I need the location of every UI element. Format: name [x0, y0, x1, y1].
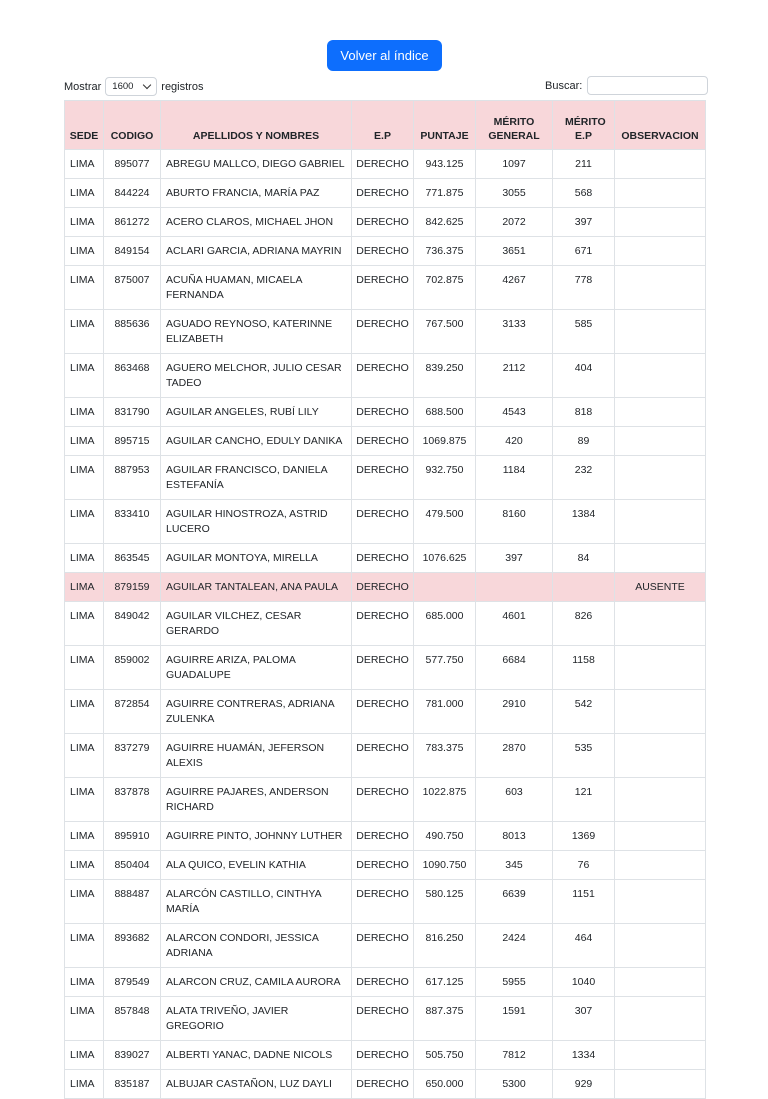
cell-puntaje: 685.000 — [414, 602, 476, 646]
cell-merito-general: 2870 — [476, 734, 553, 778]
cell-observacion — [615, 237, 706, 266]
results-table — [64, 100, 706, 1099]
cell-observacion — [615, 150, 706, 179]
cell-merito-ep: 1158 — [553, 646, 615, 690]
cell-merito-general: 1591 — [476, 997, 553, 1041]
cell-merito-general: 345 — [476, 851, 553, 880]
cell-ep: DERECHO — [352, 354, 414, 398]
cell-puntaje: 767.500 — [414, 310, 476, 354]
cell-merito-ep: 464 — [553, 924, 615, 968]
top-bar — [0, 0, 768, 72]
cell-codigo: 850404 — [104, 851, 161, 880]
cell-observacion — [615, 500, 706, 544]
cell-puntaje: 577.750 — [414, 646, 476, 690]
cell-puntaje: 1090.750 — [414, 851, 476, 880]
table-body — [65, 150, 706, 1099]
cell-puntaje: 887.375 — [414, 997, 476, 1041]
cell-ep: DERECHO — [352, 1070, 414, 1099]
cell-observacion — [615, 924, 706, 968]
cell-codigo: 844224 — [104, 179, 161, 208]
cell-codigo: 879549 — [104, 968, 161, 997]
cell-observacion — [615, 880, 706, 924]
table-row — [65, 150, 706, 179]
chevron-down-icon — [143, 81, 151, 89]
cell-nombres: ALA QUICO, EVELIN KATHIA — [161, 851, 352, 880]
table-row — [65, 851, 706, 880]
cell-merito-ep: 1369 — [553, 822, 615, 851]
cell-puntaje: 1069.875 — [414, 427, 476, 456]
cell-merito-general: 4543 — [476, 398, 553, 427]
cell-observacion — [615, 179, 706, 208]
page-length-value: 1600 — [112, 81, 134, 92]
search-input[interactable] — [587, 76, 708, 95]
cell-ep: DERECHO — [352, 573, 414, 602]
cell-nombres: AGUADO REYNOSO, KATERINNE ELIZABETH — [161, 310, 352, 354]
cell-puntaje: 943.125 — [414, 150, 476, 179]
cell-observacion — [615, 778, 706, 822]
cell-sede: LIMA — [65, 354, 104, 398]
cell-observacion — [615, 1070, 706, 1099]
cell-observacion — [615, 208, 706, 237]
table-row — [65, 646, 706, 690]
cell-codigo: 895910 — [104, 822, 161, 851]
cell-merito-general: 603 — [476, 778, 553, 822]
cell-puntaje: 479.500 — [414, 500, 476, 544]
cell-sede: LIMA — [65, 310, 104, 354]
cell-sede: LIMA — [65, 500, 104, 544]
cell-observacion — [615, 266, 706, 310]
cell-codigo: 849154 — [104, 237, 161, 266]
cell-puntaje: 580.125 — [414, 880, 476, 924]
cell-nombres: ALARCON CRUZ, CAMILA AURORA — [161, 968, 352, 997]
cell-observacion — [615, 354, 706, 398]
cell-codigo: 879159 — [104, 573, 161, 602]
cell-merito-general: 1184 — [476, 456, 553, 500]
cell-nombres: ALATA TRIVEÑO, JAVIER GREGORIO — [161, 997, 352, 1041]
cell-codigo: 863545 — [104, 544, 161, 573]
cell-ep: DERECHO — [352, 1041, 414, 1070]
cell-codigo: 849042 — [104, 602, 161, 646]
cell-puntaje: 842.625 — [414, 208, 476, 237]
cell-puntaje: 736.375 — [414, 237, 476, 266]
cell-nombres: ALBUJAR CASTAÑON, LUZ DAYLI — [161, 1070, 352, 1099]
cell-nombres: AGUIRRE HUAMÁN, JEFERSON ALEXIS — [161, 734, 352, 778]
table-row — [65, 208, 706, 237]
cell-sede: LIMA — [65, 544, 104, 573]
table-row — [65, 1041, 706, 1070]
cell-nombres: AGUIRRE CONTRERAS, ADRIANA ZULENKA — [161, 690, 352, 734]
cell-merito-general: 8160 — [476, 500, 553, 544]
table-row — [65, 924, 706, 968]
cell-codigo: 835187 — [104, 1070, 161, 1099]
cell-sede: LIMA — [65, 150, 104, 179]
cell-merito-general: 2112 — [476, 354, 553, 398]
cell-nombres: AGUIRRE PAJARES, ANDERSON RICHARD — [161, 778, 352, 822]
cell-ep: DERECHO — [352, 734, 414, 778]
cell-merito-ep: 76 — [553, 851, 615, 880]
cell-merito-ep: 232 — [553, 456, 615, 500]
cell-puntaje: 932.750 — [414, 456, 476, 500]
table-row — [65, 237, 706, 266]
cell-merito-general: 2910 — [476, 690, 553, 734]
cell-sede: LIMA — [65, 690, 104, 734]
cell-merito-ep — [553, 573, 615, 602]
cell-puntaje — [414, 573, 476, 602]
cell-ep: DERECHO — [352, 602, 414, 646]
cell-merito-ep: 84 — [553, 544, 615, 573]
cell-ep: DERECHO — [352, 822, 414, 851]
cell-observacion — [615, 968, 706, 997]
table-row — [65, 500, 706, 544]
cell-nombres: AGUILAR CANCHO, EDULY DANIKA — [161, 427, 352, 456]
cell-puntaje: 816.250 — [414, 924, 476, 968]
cell-sede: LIMA — [65, 997, 104, 1041]
cell-merito-ep: 397 — [553, 208, 615, 237]
cell-codigo: 885636 — [104, 310, 161, 354]
cell-observacion — [615, 997, 706, 1041]
column-header-merito-general[interactable]: MÉRITO GENERAL — [476, 101, 553, 150]
cell-observacion: AUSENTE — [615, 573, 706, 602]
cell-codigo: 859002 — [104, 646, 161, 690]
cell-sede: LIMA — [65, 266, 104, 310]
table-row — [65, 427, 706, 456]
cell-sede: LIMA — [65, 851, 104, 880]
cell-observacion — [615, 398, 706, 427]
cell-ep: DERECHO — [352, 544, 414, 573]
cell-merito-general: 7812 — [476, 1041, 553, 1070]
cell-puntaje: 839.250 — [414, 354, 476, 398]
cell-codigo: 837878 — [104, 778, 161, 822]
table-header-row — [65, 101, 706, 150]
cell-merito-general: 1097 — [476, 150, 553, 179]
cell-merito-ep: 671 — [553, 237, 615, 266]
cell-ep: DERECHO — [352, 968, 414, 997]
cell-puntaje: 781.000 — [414, 690, 476, 734]
cell-sede: LIMA — [65, 456, 104, 500]
cell-nombres: AGUILAR VILCHEZ, CESAR GERARDO — [161, 602, 352, 646]
cell-sede: LIMA — [65, 778, 104, 822]
cell-ep: DERECHO — [352, 500, 414, 544]
cell-codigo: 893682 — [104, 924, 161, 968]
table-row — [65, 310, 706, 354]
cell-nombres: AGUILAR HINOSTROZA, ASTRID LUCERO — [161, 500, 352, 544]
cell-merito-general: 4267 — [476, 266, 553, 310]
cell-sede: LIMA — [65, 208, 104, 237]
cell-puntaje: 771.875 — [414, 179, 476, 208]
cell-ep: DERECHO — [352, 997, 414, 1041]
page-length-select[interactable] — [105, 77, 157, 96]
cell-sede: LIMA — [65, 822, 104, 851]
cell-sede: LIMA — [65, 734, 104, 778]
cell-codigo: 875007 — [104, 266, 161, 310]
table-row — [65, 880, 706, 924]
cell-merito-general: 8013 — [476, 822, 553, 851]
cell-merito-ep: 929 — [553, 1070, 615, 1099]
cell-observacion — [615, 851, 706, 880]
cell-merito-ep: 1040 — [553, 968, 615, 997]
cell-sede: LIMA — [65, 880, 104, 924]
cell-codigo: 839027 — [104, 1041, 161, 1070]
cell-ep: DERECHO — [352, 851, 414, 880]
table-row — [65, 354, 706, 398]
table-row — [65, 456, 706, 500]
cell-observacion — [615, 602, 706, 646]
cell-ep: DERECHO — [352, 456, 414, 500]
cell-merito-ep: 535 — [553, 734, 615, 778]
cell-sede: LIMA — [65, 924, 104, 968]
cell-puntaje: 702.875 — [414, 266, 476, 310]
cell-merito-ep: 307 — [553, 997, 615, 1041]
cell-merito-ep: 1384 — [553, 500, 615, 544]
records-label: registros — [161, 80, 204, 93]
cell-merito-general: 6684 — [476, 646, 553, 690]
cell-ep: DERECHO — [352, 427, 414, 456]
cell-codigo: 895715 — [104, 427, 161, 456]
cell-observacion — [615, 646, 706, 690]
cell-nombres: ABURTO FRANCIA, MARÍA PAZ — [161, 179, 352, 208]
table-row — [65, 734, 706, 778]
cell-codigo: 895077 — [104, 150, 161, 179]
table-row — [65, 690, 706, 734]
cell-merito-ep: 585 — [553, 310, 615, 354]
cell-observacion — [615, 822, 706, 851]
cell-merito-general: 6639 — [476, 880, 553, 924]
cell-nombres: AGUILAR FRANCISCO, DANIELA ESTEFANÍA — [161, 456, 352, 500]
cell-nombres: AGUILAR TANTALEAN, ANA PAULA — [161, 573, 352, 602]
cell-merito-ep: 542 — [553, 690, 615, 734]
cell-observacion — [615, 734, 706, 778]
cell-codigo: 887953 — [104, 456, 161, 500]
cell-ep: DERECHO — [352, 778, 414, 822]
cell-ep: DERECHO — [352, 880, 414, 924]
table-row — [65, 968, 706, 997]
column-header-codigo[interactable]: CODIGO — [104, 101, 161, 150]
column-header-puntaje[interactable]: PUNTAJE — [414, 101, 476, 150]
cell-merito-general: 420 — [476, 427, 553, 456]
cell-puntaje: 650.000 — [414, 1070, 476, 1099]
cell-sede: LIMA — [65, 573, 104, 602]
cell-sede: LIMA — [65, 179, 104, 208]
table-row — [65, 544, 706, 573]
search-control — [545, 76, 708, 95]
cell-observacion — [615, 456, 706, 500]
cell-codigo: 888487 — [104, 880, 161, 924]
table-row — [65, 398, 706, 427]
cell-codigo: 837279 — [104, 734, 161, 778]
cell-puntaje: 783.375 — [414, 734, 476, 778]
cell-codigo: 831790 — [104, 398, 161, 427]
cell-merito-ep: 778 — [553, 266, 615, 310]
cell-nombres: ACERO CLAROS, MICHAEL JHON — [161, 208, 352, 237]
cell-ep: DERECHO — [352, 690, 414, 734]
cell-sede: LIMA — [65, 1070, 104, 1099]
cell-merito-ep: 89 — [553, 427, 615, 456]
cell-nombres: ALARCÓN CASTILLO, CINTHYA MARÍA — [161, 880, 352, 924]
table-row — [65, 266, 706, 310]
back-to-index-button[interactable]: Volver al índice — [327, 40, 442, 71]
cell-puntaje: 688.500 — [414, 398, 476, 427]
cell-puntaje: 1022.875 — [414, 778, 476, 822]
cell-merito-ep: 404 — [553, 354, 615, 398]
cell-puntaje: 1076.625 — [414, 544, 476, 573]
cell-merito-general: 2072 — [476, 208, 553, 237]
cell-ep: DERECHO — [352, 208, 414, 237]
cell-ep: DERECHO — [352, 310, 414, 354]
cell-nombres: ACLARI GARCIA, ADRIANA MAYRIN — [161, 237, 352, 266]
cell-observacion — [615, 544, 706, 573]
page-length-control — [64, 77, 203, 96]
table-row — [65, 1070, 706, 1099]
column-header-sede[interactable]: SEDE — [65, 101, 104, 150]
cell-nombres: ABREGU MALLCO, DIEGO GABRIEL — [161, 150, 352, 179]
cell-puntaje: 490.750 — [414, 822, 476, 851]
cell-sede: LIMA — [65, 602, 104, 646]
cell-merito-general — [476, 573, 553, 602]
cell-ep: DERECHO — [352, 924, 414, 968]
cell-merito-general: 3651 — [476, 237, 553, 266]
cell-sede: LIMA — [65, 968, 104, 997]
cell-nombres: ALBERTI YANAC, DADNE NICOLS — [161, 1041, 352, 1070]
cell-merito-general: 3055 — [476, 179, 553, 208]
table-row — [65, 997, 706, 1041]
cell-ep: DERECHO — [352, 266, 414, 310]
cell-codigo: 863468 — [104, 354, 161, 398]
cell-sede: LIMA — [65, 427, 104, 456]
cell-merito-general: 397 — [476, 544, 553, 573]
cell-merito-ep: 568 — [553, 179, 615, 208]
search-label: Buscar: — [545, 79, 583, 92]
cell-codigo: 833410 — [104, 500, 161, 544]
table-row — [65, 179, 706, 208]
cell-codigo: 872854 — [104, 690, 161, 734]
cell-codigo: 861272 — [104, 208, 161, 237]
cell-observacion — [615, 690, 706, 734]
cell-nombres: AGUERO MELCHOR, JULIO CESAR TADEO — [161, 354, 352, 398]
cell-nombres: ACUÑA HUAMAN, MICAELA FERNANDA — [161, 266, 352, 310]
cell-nombres: AGUILAR ANGELES, RUBÍ LILY — [161, 398, 352, 427]
column-header-observacion[interactable]: OBSERVACION — [615, 101, 706, 150]
cell-nombres: AGUIRRE PINTO, JOHNNY LUTHER — [161, 822, 352, 851]
show-label: Mostrar — [64, 80, 102, 93]
cell-nombres: AGUIRRE ARIZA, PALOMA GUADALUPE — [161, 646, 352, 690]
cell-merito-ep: 826 — [553, 602, 615, 646]
table-row — [65, 602, 706, 646]
cell-merito-general: 5955 — [476, 968, 553, 997]
cell-sede: LIMA — [65, 398, 104, 427]
cell-merito-general: 4601 — [476, 602, 553, 646]
cell-merito-general: 5300 — [476, 1070, 553, 1099]
cell-nombres: ALARCON CONDORI, JESSICA ADRIANA — [161, 924, 352, 968]
cell-merito-general: 2424 — [476, 924, 553, 968]
cell-ep: DERECHO — [352, 150, 414, 179]
cell-sede: LIMA — [65, 237, 104, 266]
table-controls — [0, 72, 768, 100]
cell-merito-ep: 211 — [553, 150, 615, 179]
cell-merito-ep: 121 — [553, 778, 615, 822]
cell-ep: DERECHO — [352, 237, 414, 266]
cell-merito-ep: 1151 — [553, 880, 615, 924]
cell-observacion — [615, 310, 706, 354]
cell-ep: DERECHO — [352, 179, 414, 208]
cell-puntaje: 505.750 — [414, 1041, 476, 1070]
table-row — [65, 778, 706, 822]
table-row — [65, 822, 706, 851]
column-header-merito-ep[interactable]: MÉRITO E.P — [553, 101, 615, 150]
cell-sede: LIMA — [65, 646, 104, 690]
cell-merito-ep: 1334 — [553, 1041, 615, 1070]
cell-sede: LIMA — [65, 1041, 104, 1070]
cell-merito-ep: 818 — [553, 398, 615, 427]
column-header-nombres[interactable]: APELLIDOS Y NOMBRES — [161, 101, 352, 150]
column-header-ep[interactable]: E.P — [352, 101, 414, 150]
table-row — [65, 573, 706, 602]
cell-nombres: AGUILAR MONTOYA, MIRELLA — [161, 544, 352, 573]
cell-codigo: 857848 — [104, 997, 161, 1041]
cell-observacion — [615, 1041, 706, 1070]
cell-observacion — [615, 427, 706, 456]
cell-merito-general: 3133 — [476, 310, 553, 354]
cell-ep: DERECHO — [352, 646, 414, 690]
cell-ep: DERECHO — [352, 398, 414, 427]
cell-puntaje: 617.125 — [414, 968, 476, 997]
